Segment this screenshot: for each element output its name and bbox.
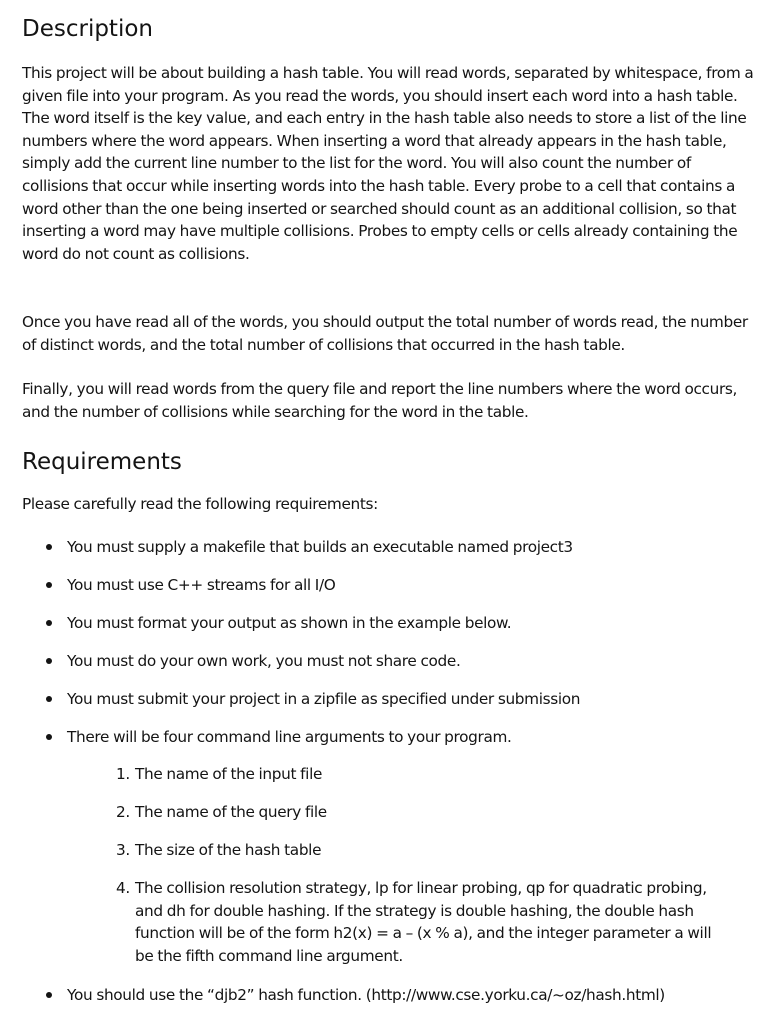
argument-item — [116, 839, 726, 862]
requirement-text: You must use C++ streams for all I/O — [67, 576, 336, 594]
argument-text: The collision resolution strategy, lp for linear probing, qp for quadratic probing, and dh for double hashing. If the strategy is double hashing, the double hash function will be of the form h2(x) = a – (x % a), and the integer parameter a will be the fifth command line argument. — [135, 879, 712, 965]
argument-number: 2. — [116, 803, 130, 821]
requirement-text: You should use the “djb2” hash function. (http://www.cse.yorku.ca/~oz/hash.html) — [67, 986, 665, 1004]
argument-number: 3. — [116, 841, 130, 859]
bullet-icon — [46, 582, 52, 588]
argument-item — [116, 877, 726, 967]
bullet-icon — [46, 992, 52, 998]
description-paragraph-1: This project will be about building a hash table. You will read words, separated by whitespace, from a given file into your program. As you read the words, you should insert each word into a hash table. The word itself is the key value, and each entry in the hash table also needs to store a list of the line numbers where the word appears. When inserting a word that already appears in the hash table, simply add the current line number to the list for the word. You will also count the number of collisions that occur while inserting words into the hash table. Every probe to a cell that contains a word other than the one being inserted or searched should count as an additional collision, so that inserting a word may have multiple collisions. Probes to empty cells or cells already containing the word do not count as collisions. — [22, 64, 754, 263]
requirement-text: There will be four command line arguments to your program. — [67, 728, 512, 746]
argument-number: 4. — [116, 879, 130, 897]
bullet-icon — [46, 658, 52, 664]
argument-text: The name of the input file — [135, 765, 323, 783]
requirements-intro: Please carefully read the following requirements: — [22, 495, 378, 513]
bullet-icon — [46, 734, 52, 740]
requirement-text: You must format your output as shown in the example below. — [67, 614, 512, 632]
requirement-text: You must supply a makefile that builds an executable named project3 — [67, 538, 573, 556]
argument-item — [116, 801, 726, 824]
description-heading: Description — [22, 16, 153, 42]
bullet-icon — [46, 544, 52, 550]
description-paragraph-3: Finally, you will read words from the query file and report the line numbers where the word occurs, and the number of collisions while searching for the word in the table. — [22, 380, 738, 421]
requirements-heading: Requirements — [22, 449, 182, 475]
requirement-text: You must submit your project in a zipfile as specified under submission — [67, 690, 581, 708]
argument-number: 1. — [116, 765, 130, 783]
description-paragraph-2: Once you have read all of the words, you should output the total number of words read, the number of distinct words, and the total number of collisions that occurred in the hash table. — [22, 313, 748, 354]
argument-item — [116, 763, 726, 786]
argument-text: The size of the hash table — [135, 841, 322, 859]
bullet-icon — [46, 620, 52, 626]
argument-text: The name of the query file — [135, 803, 327, 821]
requirement-text: You must do your own work, you must not share code. — [67, 652, 461, 670]
bullet-icon — [46, 696, 52, 702]
